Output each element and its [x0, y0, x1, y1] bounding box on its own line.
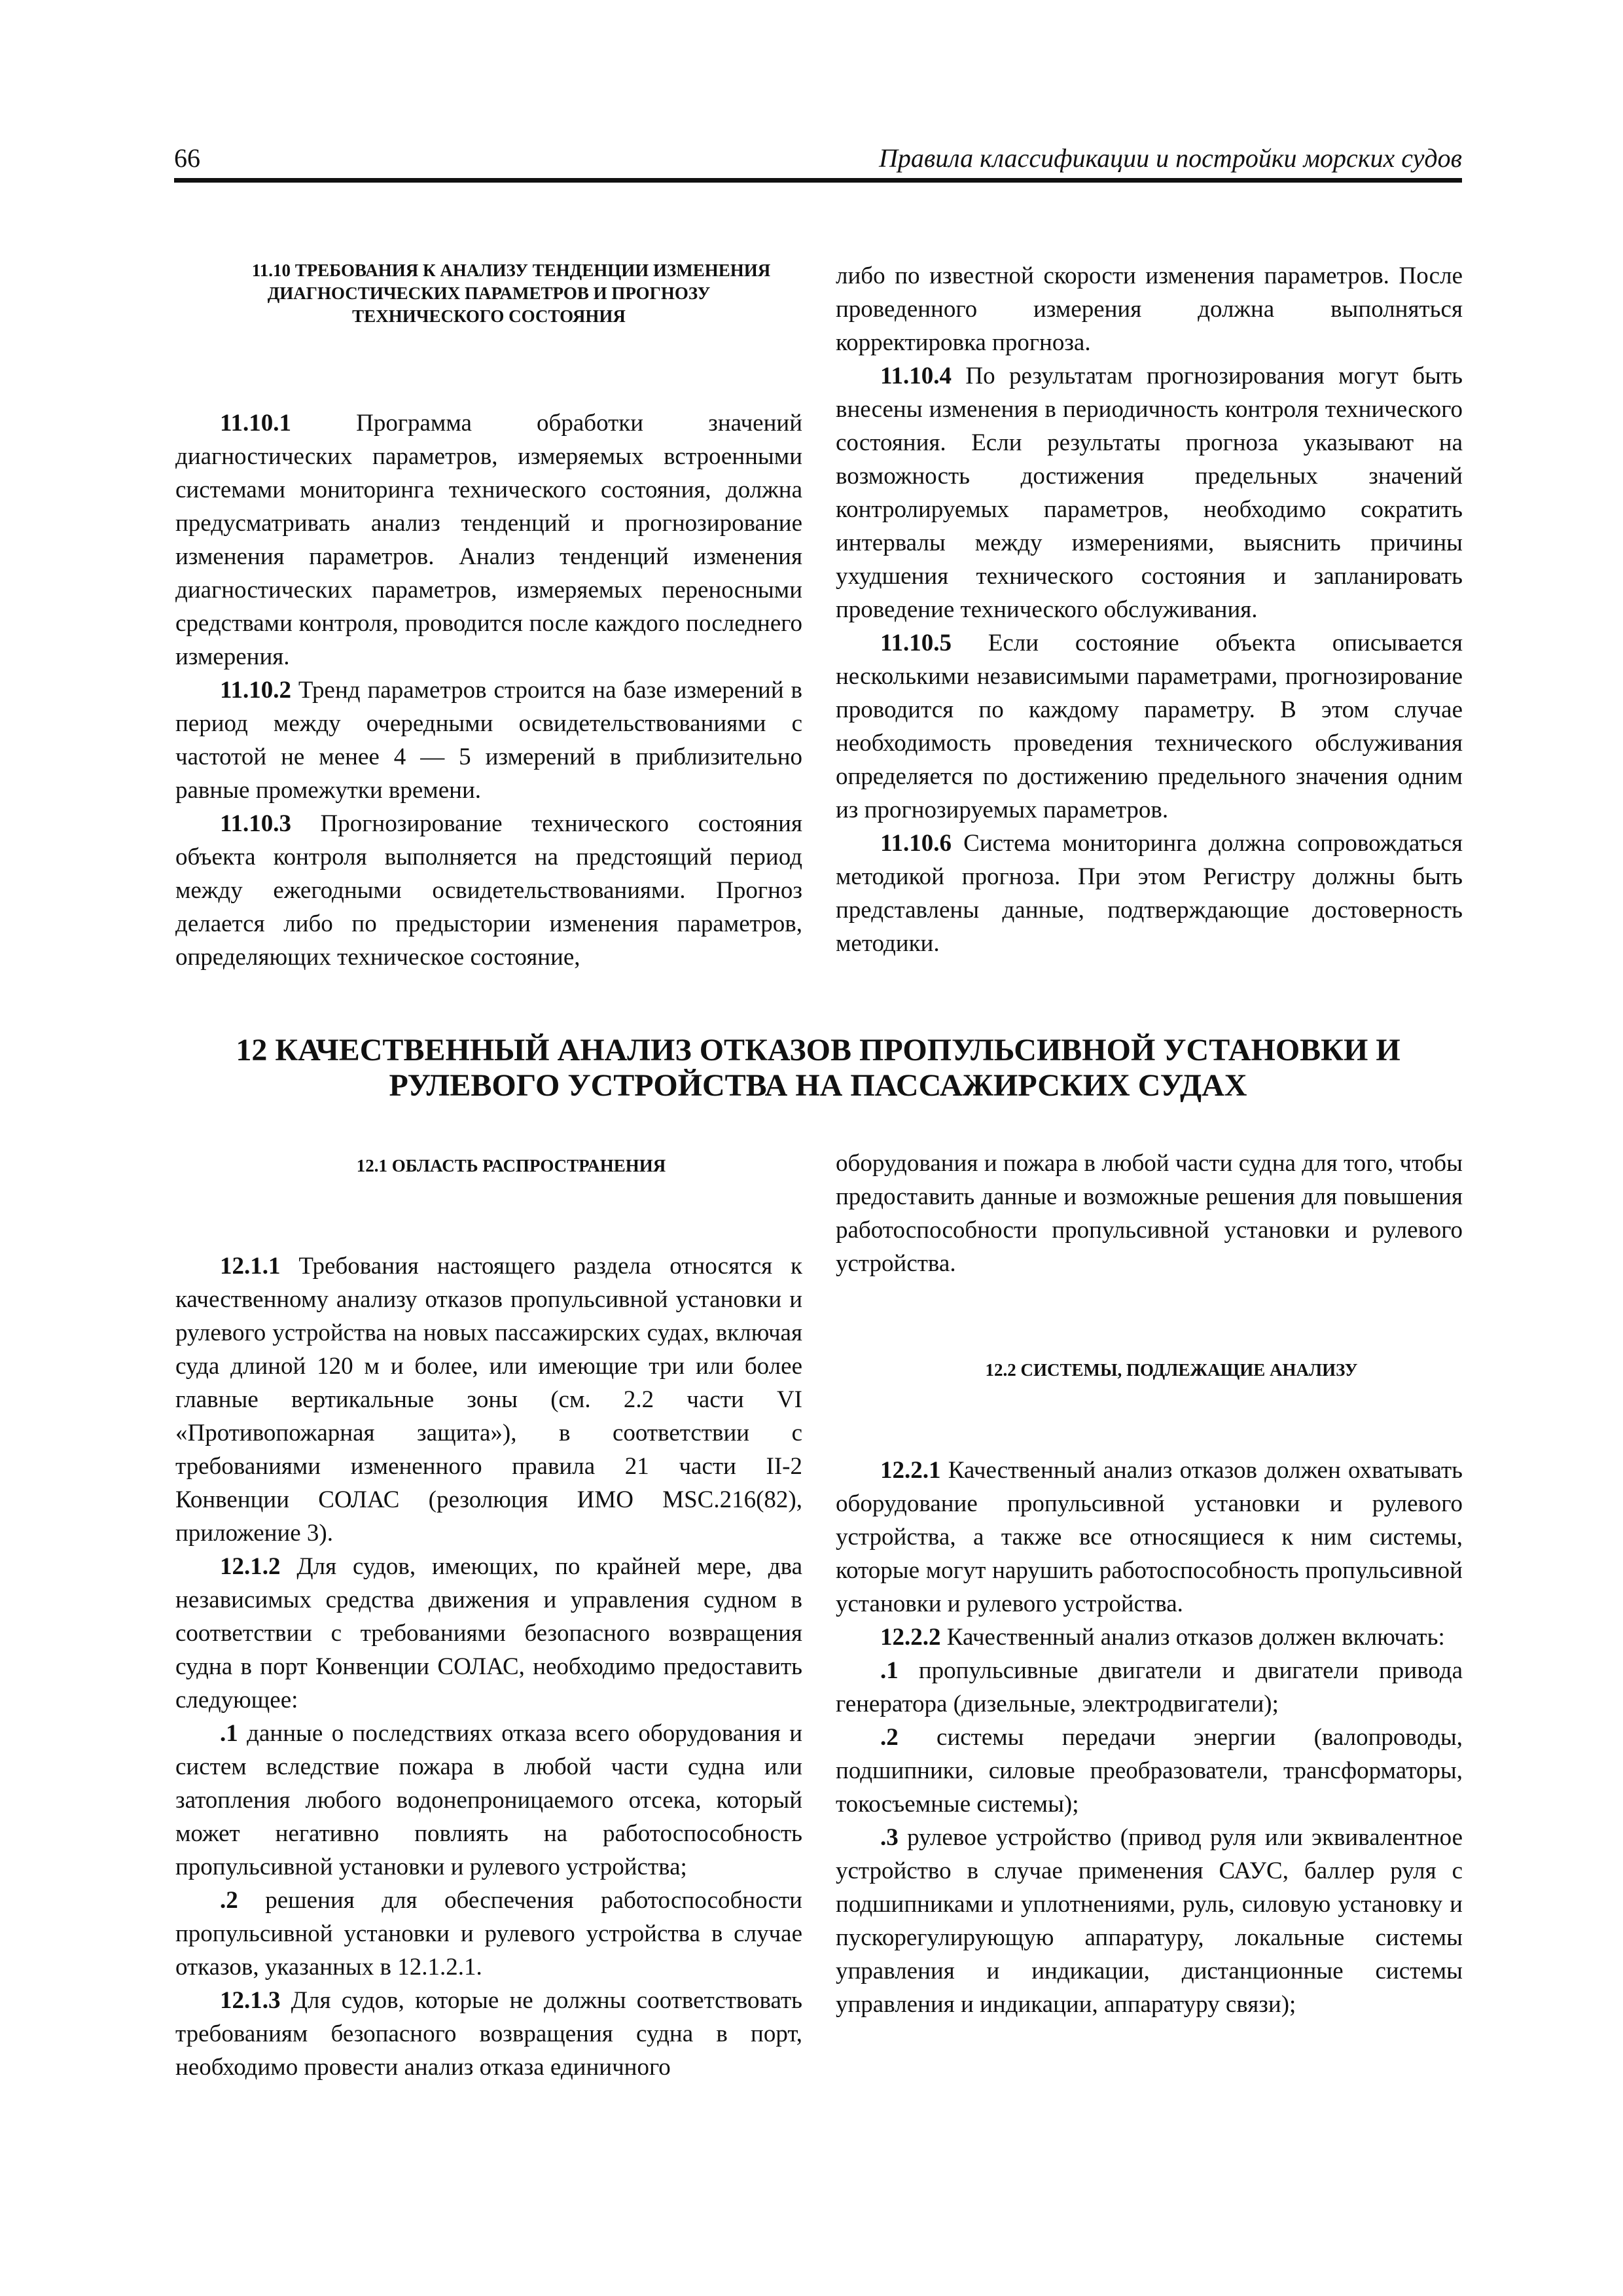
paragraph-text: Если состояние объекта описывается несколькими независимыми параметрами, прогнозирование проводится по каждому параметру. В этом случае необходимость проведения технического обслуживания определяется по достижению предельного значения одним из прогнозируемых параметров. — [836, 630, 1463, 823]
item-text: данные о последствиях отказа всего оборудования и систем вследствие пожара в любой части судна или затопления любого водонепроницаемого отсека, который может негативно повлиять на работоспособность пропульсивной установки и рулевого устройства; — [175, 1720, 802, 1880]
item-number: .1 — [880, 1657, 899, 1684]
paragraph-12-1-2 — [175, 1550, 802, 1717]
clause-number: 11.10.4 — [880, 363, 952, 389]
paragraph-12-1-3-continued: оборудования и пожара в любой части судна для того, чтобы предоставить данные и возможные решения для повышения работоспособности пропульсивной установки и рулевого устройства. — [836, 1150, 1463, 1277]
paragraph-text: Требования настоящего раздела относятся к качественному анализу отказов пропульсивной установки и рулевого устройства на новых пассажирских судах, включая суда длиной 120 м и более, или имеющие три или более главные вертикальные зоны (см. 2.2 части VI «Противопожарная защита»), в соответствии с требованиями измененного правила 21 части II-2 Конвенции СОЛАС (резолюция ИМО MSC.216(82), приложение 3). — [175, 1253, 802, 1547]
list-item-12-1-2-1 — [175, 1717, 802, 1884]
item-number: .2 — [880, 1724, 899, 1751]
paragraph-12-2-1 — [836, 1454, 1463, 1621]
item-text: системы передачи энергии (валопроводы, подшипники, силовые преобразователи, трансформаторы, токосъемные системы); — [836, 1724, 1463, 1818]
clause-number: 12.2.2 — [880, 1624, 941, 1651]
item-number: .3 — [880, 1824, 899, 1851]
section-heading-12-2: 12.2 СИСТЕМЫ, ПОДЛЕЖАЩИЕ АНАЛИЗУ — [985, 1360, 1358, 1380]
paragraph-text: Тренд параметров строится на базе измерений в период между очередными освидетельствованиями с частотой не менее 4 — 5 измерений в приблизительно равные промежутки времени. — [175, 677, 802, 804]
paragraph-11-10-4 — [836, 359, 1463, 626]
item-number: .1 — [220, 1720, 238, 1747]
paragraph-text: По результатам прогнозирования могут быть внесены изменения в периодичность контроля технического состояния. Если результаты прогноза указывают на возможность достижения предельных значений контролируемых параметров, необходимо сократить интервалы между измерениями, выяснить причины ухудшения технического состояния и запланировать проведение технического обслуживания. — [836, 363, 1463, 623]
page-number: 66 — [174, 143, 200, 173]
paragraph-11-10-1 — [175, 406, 802, 673]
item-number: .2 — [220, 1887, 238, 1914]
header-rule — [174, 178, 1462, 183]
paragraph-text: Прогнозирование технического состояния объекта контроля выполняется на предстоящий период между ежегодными освидетельствованиями. Прогноз делается либо по предыстории изменения параметров, определяющих техническое состояние, — [175, 810, 802, 971]
section-11-10-left-column — [175, 259, 802, 974]
clause-number: 11.10.2 — [220, 677, 291, 704]
paragraph-text: Качественный анализ отказов должен охватывать оборудование пропульсивной установки и рулевого устройства, а также все относящиеся к ним системы, которые могут нарушить работоспособность пропульсивной установки и рулевого устройства. — [836, 1457, 1463, 1617]
item-text: решения для обеспечения работоспособности пропульсивной установки и рулевого устройства в случае отказов, указанных в 12.1.2.1. — [175, 1887, 802, 1981]
list-item-12-2-2-3 — [836, 1821, 1463, 2021]
paragraph-12-1-1 — [175, 1249, 802, 1550]
clause-number: 12.1.2 — [220, 1553, 281, 1580]
list-item-12-2-2-1 — [836, 1654, 1463, 1721]
section-heading-11-10: 11.10 ТРЕБОВАНИЯ К АНАЛИЗУ ТЕНДЕНЦИИ ИЗМЕНЕНИЯ ДИАГНОСТИЧЕСКИХ ПАРАМЕТРОВ И ПРОГНОЗУ ТЕХНИЧЕСКОГО СОСТОЯНИЯ — [251, 260, 771, 326]
paragraph-12-1-3 — [175, 1984, 802, 2084]
paragraph-11-10-2 — [175, 673, 802, 807]
paragraph-text: Для судов, имеющих, по крайней мере, два независимых средства движения и управления судном в соответствии с требованиями безопасного возвращения судна в порт Конвенции СОЛАС, необходимо предоставить следующее: — [175, 1553, 802, 1713]
paragraph-11-10-5 — [836, 626, 1463, 827]
section-12-right-column — [836, 1147, 1463, 2021]
paragraph-text: Качественный анализ отказов должен включать: — [940, 1624, 1445, 1651]
clause-number: 11.10.5 — [880, 630, 952, 656]
item-text: рулевое устройство (привод руля или эквивалентное устройство в случае применения САУС, баллер руля с подшипниками и уплотнениями, руль, силовую установку и пускорегулирующую аппаратуру, локальные системы управления и индикации, дистанционные системы управления и индикации, аппаратуру связи); — [836, 1824, 1463, 2018]
paragraph-text: Программа обработки значений диагностических параметров, измеряемых встроенными системами мониторинга технического состояния, должна предусматривать анализ тенденций и прогнозирование изменения параметров. Анализ тенденций изменения диагностических параметров, измеряемых переносными средствами контроля, проводится после каждого последнего измерения. — [175, 410, 802, 670]
paragraph-text: Для судов, которые не должны соответствовать требованиям безопасного возвращения судна в порт, необходимо провести анализ отказа единичного — [175, 1987, 802, 2081]
clause-number: 12.1.1 — [220, 1253, 281, 1280]
paragraph-12-2-2 — [836, 1621, 1463, 1654]
clause-number: 11.10.6 — [880, 830, 952, 857]
paragraph-11-10-3-continued: либо по известной скорости изменения параметров. После проведенного измерения должна выполняться корректировка прогноза. — [836, 262, 1463, 356]
clause-number: 12.2.1 — [880, 1457, 941, 1484]
item-text: пропульсивные двигатели и двигатели привода генератора (дизельные, электродвигатели); — [836, 1657, 1463, 1717]
list-item-12-2-2-2 — [836, 1721, 1463, 1821]
section-12-left-column — [175, 1147, 802, 2084]
clause-number: 11.10.1 — [220, 410, 291, 437]
section-heading-12-1: 12.1 ОБЛАСТЬ РАСПРОСТРАНЕНИЯ — [356, 1156, 666, 1175]
chapter-12-title: 12 КАЧЕСТВЕННЫЙ АНАЛИЗ ОТКАЗОВ ПРОПУЛЬСИВНОЙ УСТАНОВКИ И РУЛЕВОГО УСТРОЙСТВА НА ПАССАЖИРСКИХ СУДАХ — [236, 1033, 1400, 1103]
paragraph-11-10-6 — [836, 827, 1463, 960]
paragraph-11-10-3 — [175, 807, 802, 974]
running-title: Правила классификации и постройки морских судов — [878, 143, 1462, 173]
list-item-12-1-2-2 — [175, 1884, 802, 1984]
section-11-10-right-column — [836, 259, 1463, 960]
paragraph-text: Система мониторинга должна сопровождаться методикой прогноза. При этом Регистру должны быть представлены данные, подтверждающие достоверность методики. — [836, 830, 1463, 957]
clause-number: 11.10.3 — [220, 810, 291, 837]
clause-number: 12.1.3 — [220, 1987, 281, 2014]
